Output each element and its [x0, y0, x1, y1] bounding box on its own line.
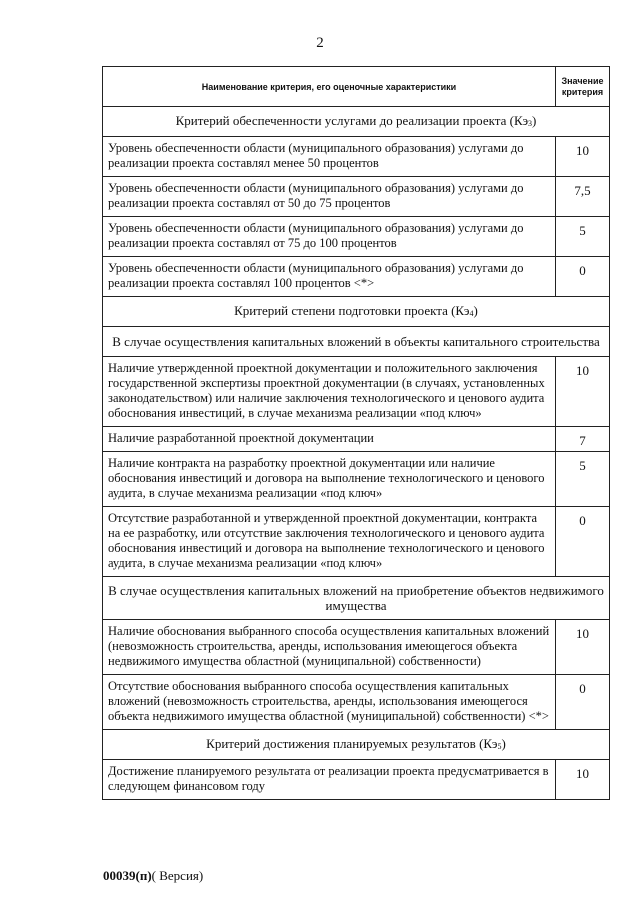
criterion-text: Наличие разработанной проектной документации [103, 427, 556, 452]
criterion-value: 7 [556, 427, 610, 452]
criteria-table [102, 66, 610, 800]
page-number: 2 [316, 35, 324, 51]
criterion-value: 5 [556, 452, 610, 507]
section-row [103, 107, 610, 137]
criterion-value: 0 [556, 675, 610, 730]
criterion-text: Отсутствие разработанной и утвержденной проектной документации, контракта на ее разработку, или отсутствие заключения технологического и ценового аудита обоснования инвестиций и договора на выполнение технологического и ценового аудита, в случае механизма реализации «под ключ» [103, 507, 556, 577]
table-row [103, 675, 610, 730]
criterion-text: Наличие контракта на разработку проектной документации или наличие обоснования инвестиций и договора на выполнение технологического и ценового аудита, в случае механизма реализации «под ключ» [103, 452, 556, 507]
section-row [103, 297, 610, 327]
section-title: Критерий обеспеченности услугами до реализации проекта (Кэ3) [103, 107, 610, 137]
table-row [103, 452, 610, 507]
table-header-row [103, 67, 610, 107]
table-row [103, 137, 610, 177]
criterion-value: 0 [556, 257, 610, 297]
table-row [103, 507, 610, 577]
criterion-text: Отсутствие обоснования выбранного способа осуществления капитальных вложений (невозможность строительства, аренды, использования имеющегося объекта недвижимого имущества областной (муниципальной) собственности) <*> [103, 675, 556, 730]
document-code: 00039(п) [103, 868, 152, 883]
section-row [103, 577, 610, 620]
section-row [103, 730, 610, 760]
criterion-text: Наличие обоснования выбранного способа осуществления капитальных вложений (невозможность строительства, аренды, использования имеющегося объекта недвижимого имущества областной (муниципальной) собственности) [103, 620, 556, 675]
header-criterion-name: Наименование критерия, его оценочные характеристики [103, 67, 556, 107]
criterion-text: Достижение планируемого результата от реализации проекта предусматривается в следующем финансовом году [103, 760, 556, 800]
section-title: В случае осуществления капитальных вложений в объекты капитального строительства [103, 327, 610, 357]
document-footer [103, 868, 203, 884]
criterion-value: 10 [556, 620, 610, 675]
section-row [103, 327, 610, 357]
criterion-value: 10 [556, 357, 610, 427]
section-title: Критерий степени подготовки проекта (Кэ4) [103, 297, 610, 327]
table-row [103, 357, 610, 427]
table-row [103, 177, 610, 217]
criterion-value: 10 [556, 760, 610, 800]
header-criterion-value: Значение критерия [556, 67, 610, 107]
criterion-text: Наличие утвержденной проектной документации и положительного заключения государственной экспертизы проектной документации (в случаях, установленных законодательством) или наличие заключения технологического и ценового аудита обоснования инвестиций, в случае механизма реализации «под ключ» [103, 357, 556, 427]
criterion-text: Уровень обеспеченности области (муниципального образования) услугами до реализации проекта составлял менее 50 процентов [103, 137, 556, 177]
criterion-value: 5 [556, 217, 610, 257]
table-row [103, 217, 610, 257]
table-row [103, 620, 610, 675]
criterion-text: Уровень обеспеченности области (муниципального образования) услугами до реализации проекта составлял от 75 до 100 процентов [103, 217, 556, 257]
section-title: Критерий достижения планируемых результатов (Кэ5) [103, 730, 610, 760]
criterion-value: 0 [556, 507, 610, 577]
table-row [103, 257, 610, 297]
criterion-text: Уровень обеспеченности области (муниципального образования) услугами до реализации проекта составлял от 50 до 75 процентов [103, 177, 556, 217]
criterion-value: 7,5 [556, 177, 610, 217]
section-title: В случае осуществления капитальных вложений на приобретение объектов недвижимого имущества [103, 577, 610, 620]
table-row [103, 427, 610, 452]
criterion-text: Уровень обеспеченности области (муниципального образования) услугами до реализации проекта составлял 100 процентов <*> [103, 257, 556, 297]
document-version: ( Версия) [151, 868, 204, 883]
table-row [103, 760, 610, 800]
criterion-value: 10 [556, 137, 610, 177]
